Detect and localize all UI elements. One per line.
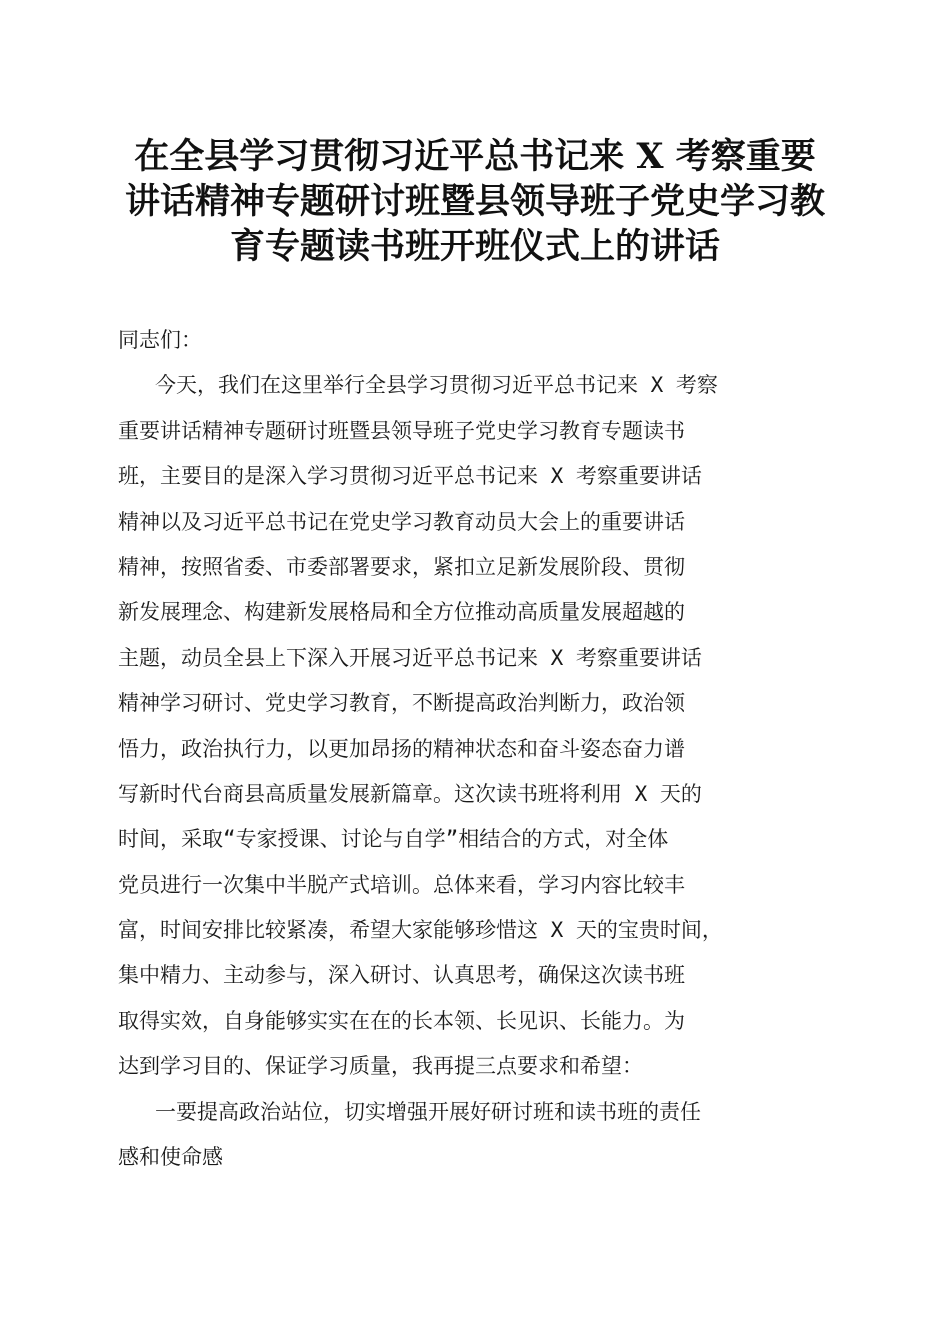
paragraph-line: 重要讲话精神专题研讨班暨县领导班子党史学习教育专题读书 [118, 418, 685, 443]
paragraph-line: 精神学习研讨、党史学习教育，不断提高政治判断力，政治领 [118, 691, 685, 716]
salutation: 同志们： [118, 328, 202, 352]
document-title [110, 134, 840, 269]
paragraph-line: 达到学习目的、保证学习质量，我再提三点要求和希望： [118, 1054, 643, 1079]
paragraph-2 [118, 1090, 834, 1181]
title-line-2: 讲话精神专题研讨班暨县领导班子党史学习教 [124, 181, 825, 222]
paragraph-line: 时间，采取“专家授课、讨论与自学”相结合的方式，对全体 [118, 827, 669, 852]
title-line-3: 育专题读书班开班仪式上的讲话 [229, 226, 720, 267]
paragraph-line: 主题，动员全县上下深入开展习近平总书记来 X 考察重要讲话 [118, 645, 702, 670]
paragraph-line: 党员进行一次集中半脱产式培训。总体来看，学习内容比较丰 [118, 872, 685, 897]
paragraph-line: 班，主要目的是深入学习贯彻习近平总书记来 X 考察重要讲话 [118, 464, 702, 489]
paragraph-line: 写新时代台商县高质量发展新篇章。这次读书班将利用 X 天的 [118, 781, 702, 806]
document-body [118, 318, 834, 1180]
title-line-1: 在全县学习贯彻习近平总书记来 X 考察重要 [134, 136, 816, 177]
paragraph-line: 悟力，政治执行力，以更加昂扬的精神状态和奋斗姿态奋力谱 [118, 736, 685, 761]
paragraph-line: 精神以及习近平总书记在党史学习教育动员大会上的重要讲话 [118, 509, 685, 534]
paragraph-line: 精神，按照省委、市委部署要求，紧扣立足新发展阶段、贯彻 [118, 554, 685, 579]
paragraph-1 [118, 363, 834, 1089]
paragraph-line: 一要提高政治站位，切实增强开展好研讨班和读书班的责任 [155, 1099, 701, 1124]
paragraph-line: 取得实效，自身能够实实在在的长本领、长见识、长能力。为 [118, 1008, 685, 1033]
paragraph-line: 感和使命感 [118, 1145, 223, 1170]
paragraph-line: 集中精力、主动参与，深入研讨、认真思考，确保这次读书班 [118, 963, 685, 988]
paragraph-line: 新发展理念、构建新发展格局和全方位推动高质量发展超越的 [118, 600, 685, 625]
paragraph-line: 今天，我们在这里举行全县学习贯彻习近平总书记来 X 考察 [155, 373, 718, 398]
paragraph-line: 富，时间安排比较紧凑，希望大家能够珍惜这 X 天的宝贵时间， [118, 918, 723, 943]
